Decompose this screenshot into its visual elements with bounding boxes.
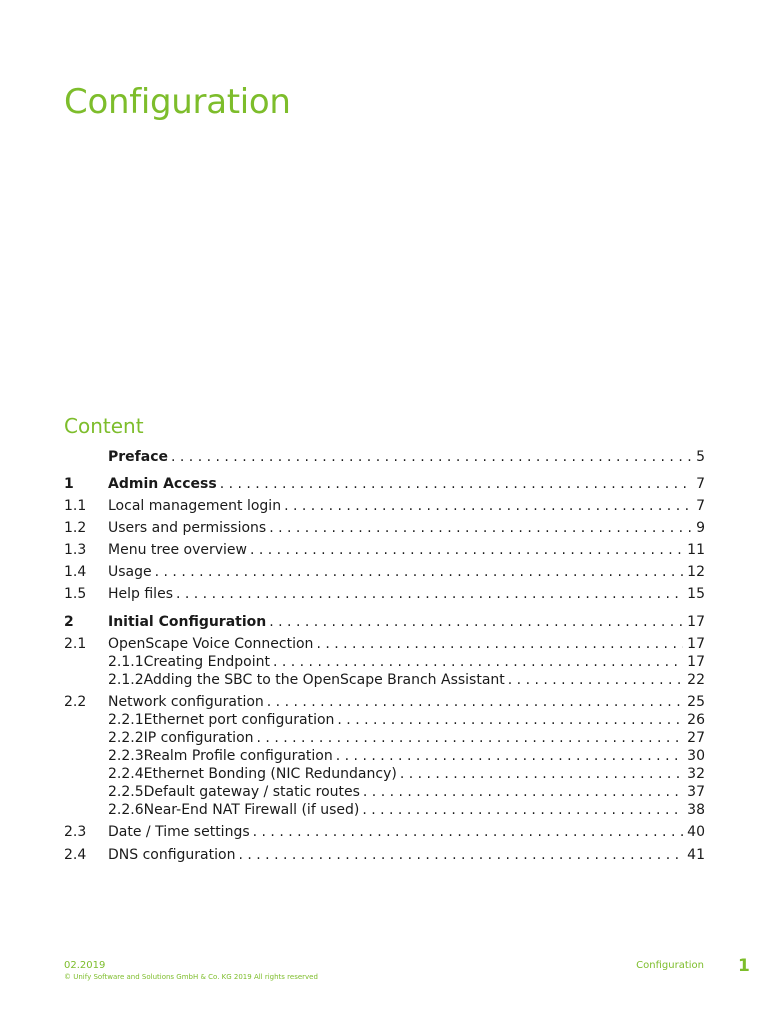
toc-entry-label: DNS configuration — [108, 847, 236, 863]
table-of-contents — [64, 448, 705, 864]
toc-leader-dots — [269, 613, 683, 631]
toc-entry-label: Local management login — [108, 498, 282, 514]
toc-leader-dots — [363, 783, 683, 801]
toc-leader-dots — [267, 693, 683, 711]
toc-leader-dots — [155, 563, 684, 581]
toc-entry-page: 9 — [696, 520, 705, 536]
toc-entry-subnumber: 2.2.2 — [108, 730, 144, 746]
page-title: Configuration — [64, 82, 291, 122]
toc-leader-dots — [250, 541, 683, 559]
toc-entry[interactable] — [64, 846, 705, 864]
toc-entry[interactable] — [64, 747, 705, 765]
toc-entry[interactable] — [64, 585, 705, 603]
toc-entry-page: 41 — [687, 847, 705, 863]
toc-entry-page: 22 — [687, 672, 705, 688]
toc-leader-dots — [253, 823, 684, 841]
footer-section-title: Configuration — [636, 960, 704, 971]
toc-entry-page: 15 — [687, 586, 705, 602]
toc-entry-page: 26 — [687, 712, 705, 728]
toc-entry-label: IP configuration — [143, 730, 254, 746]
toc-entry[interactable] — [64, 613, 705, 631]
toc-entry-page: 17 — [687, 614, 705, 630]
toc-entry-number: 1.2 — [64, 520, 87, 536]
toc-entry-subnumber: 2.2.6 — [108, 802, 144, 818]
toc-entry-label: Creating Endpoint — [143, 654, 270, 670]
toc-entry-page: 30 — [687, 748, 705, 764]
toc-entry[interactable] — [64, 497, 705, 515]
toc-heading: Content — [64, 414, 144, 438]
toc-leader-dots — [238, 846, 683, 864]
toc-entry-number: 1.3 — [64, 542, 87, 558]
toc-entry-label: Date / Time settings — [108, 824, 250, 840]
toc-entry-number: 1 — [64, 476, 74, 492]
toc-entry-number: 2.3 — [64, 824, 87, 840]
toc-entry-label: Users and permissions — [108, 520, 267, 536]
toc-entry-page: 7 — [696, 498, 705, 514]
toc-leader-dots — [273, 653, 683, 671]
toc-entry-label: Realm Profile configuration — [143, 748, 333, 764]
toc-leader-dots — [269, 519, 692, 537]
toc-entry-page: 37 — [687, 784, 705, 800]
toc-entry-label: Preface — [108, 449, 168, 465]
toc-leader-dots — [220, 475, 692, 493]
toc-leader-dots — [337, 711, 683, 729]
toc-entry-page: 5 — [696, 449, 705, 465]
toc-entry-page: 40 — [687, 824, 705, 840]
toc-entry[interactable] — [64, 823, 705, 841]
toc-entry[interactable] — [64, 448, 705, 466]
toc-entry-page: 38 — [687, 802, 705, 818]
toc-entry-label: Network configuration — [108, 694, 264, 710]
toc-entry[interactable] — [64, 801, 705, 819]
toc-entry-label: Initial Configuration — [108, 614, 267, 630]
toc-leader-dots — [284, 497, 692, 515]
toc-entry-number: 1.1 — [64, 498, 87, 514]
toc-entry-number: 2.1 — [64, 636, 87, 652]
toc-entry-page: 7 — [696, 476, 705, 492]
toc-entry[interactable] — [64, 729, 705, 747]
toc-entry[interactable] — [64, 635, 705, 653]
toc-entry-page: 32 — [687, 766, 705, 782]
toc-entry-number: 1.5 — [64, 586, 87, 602]
toc-leader-dots — [400, 765, 683, 783]
toc-entry-label: OpenScape Voice Connection — [108, 636, 314, 652]
toc-entry-subnumber: 2.2.4 — [108, 766, 144, 782]
toc-leader-dots — [336, 747, 683, 765]
toc-entry-label: Admin Access — [108, 476, 217, 492]
toc-entry[interactable] — [64, 563, 705, 581]
toc-leader-dots — [176, 585, 683, 603]
page-number: 1 — [738, 956, 750, 976]
footer-left — [64, 960, 318, 981]
footer-date: 02.2019 — [64, 960, 106, 971]
toc-entry-label: Usage — [108, 564, 152, 580]
toc-entry-label: Ethernet Bonding (NIC Redundancy) — [143, 766, 397, 782]
toc-entry-label: Help files — [108, 586, 173, 602]
toc-entry-label: Menu tree overview — [108, 542, 247, 558]
toc-leader-dots — [508, 671, 683, 689]
toc-entry-subnumber: 2.1.1 — [108, 654, 144, 670]
toc-entry-number: 2.2 — [64, 694, 87, 710]
toc-entry[interactable] — [64, 541, 705, 559]
toc-entry-label: Near-End NAT Firewall (if used) — [143, 802, 360, 818]
toc-entry-subnumber: 2.2.1 — [108, 712, 144, 728]
toc-entry[interactable] — [64, 765, 705, 783]
footer-copyright: © Unify Software and Solutions GmbH & Co. KG 2019 All rights reserved — [64, 973, 318, 981]
toc-entry[interactable] — [64, 653, 705, 671]
toc-leader-dots — [171, 448, 692, 466]
toc-entry[interactable] — [64, 711, 705, 729]
toc-entry-page: 17 — [687, 636, 705, 652]
toc-entry-number: 2 — [64, 614, 74, 630]
toc-entry[interactable] — [64, 475, 705, 493]
toc-entry-page: 12 — [687, 564, 705, 580]
toc-leader-dots — [257, 729, 684, 747]
toc-entry[interactable] — [64, 783, 705, 801]
toc-entry-subnumber: 2.1.2 — [108, 672, 144, 688]
toc-entry-page: 27 — [687, 730, 705, 746]
toc-leader-dots — [316, 635, 683, 653]
toc-entry[interactable] — [64, 671, 705, 689]
toc-entry-number: 1.4 — [64, 564, 87, 580]
toc-entry-number: 2.4 — [64, 847, 87, 863]
toc-entry-page: 11 — [687, 542, 705, 558]
toc-entry-subnumber: 2.2.3 — [108, 748, 144, 764]
toc-entry-page: 17 — [687, 654, 705, 670]
toc-entry-label: Default gateway / static routes — [143, 784, 360, 800]
toc-leader-dots — [362, 801, 683, 819]
toc-entry-label: Adding the SBC to the OpenScape Branch Assistant — [143, 672, 505, 688]
toc-entry[interactable] — [64, 693, 705, 711]
toc-entry[interactable] — [64, 519, 705, 537]
toc-entry-page: 25 — [687, 694, 705, 710]
toc-entry-label: Ethernet port configuration — [143, 712, 335, 728]
toc-entry-subnumber: 2.2.5 — [108, 784, 144, 800]
